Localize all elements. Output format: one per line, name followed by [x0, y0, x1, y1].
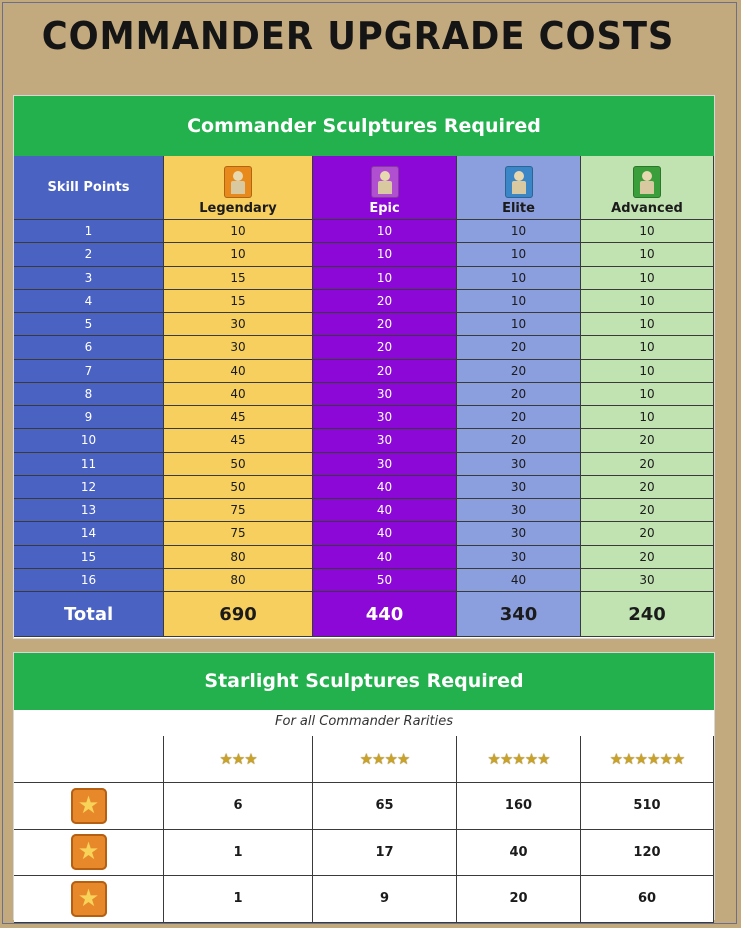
- skill-point-cell: 2: [14, 243, 164, 266]
- cost-cell: 10: [581, 220, 714, 243]
- starlight-row-icon-cell: [14, 830, 164, 877]
- epic-header: [313, 156, 457, 220]
- starlight-sculptures-panel: [13, 652, 715, 920]
- skill-point-cell: 12: [14, 476, 164, 499]
- cost-cell: 10: [164, 243, 313, 266]
- cost-cell: 20: [313, 360, 457, 383]
- cost-cell: 40: [313, 546, 457, 569]
- three-star-icon: ★★★: [219, 750, 257, 768]
- cost-cell: 10: [581, 336, 714, 359]
- starlight-cost-cell: 65: [313, 783, 457, 830]
- total-cell: 690: [164, 592, 313, 637]
- starlight-cost-cell: 1: [164, 876, 313, 923]
- legendary-header: [164, 156, 313, 220]
- cost-cell: 75: [164, 499, 313, 522]
- starlight-cost-cell: 9: [313, 876, 457, 923]
- cost-cell: 10: [457, 267, 581, 290]
- cost-cell: 40: [313, 499, 457, 522]
- cost-cell: 20: [313, 313, 457, 336]
- skill-point-cell: 10: [14, 429, 164, 452]
- three-star-header: [164, 736, 313, 783]
- starlight-cost-cell: 60: [581, 876, 714, 923]
- skill-point-cell: 13: [14, 499, 164, 522]
- skill-point-cell: 1: [14, 220, 164, 243]
- legendary-label: Legendary: [199, 201, 277, 216]
- cost-cell: 10: [581, 360, 714, 383]
- cost-cell: 10: [457, 220, 581, 243]
- cost-cell: 20: [313, 290, 457, 313]
- cost-cell: 10: [313, 267, 457, 290]
- four-star-icon: ★★★★: [359, 750, 410, 768]
- starlight-cost-cell: 20: [457, 876, 581, 923]
- total-cell: 440: [313, 592, 457, 637]
- cost-cell: 20: [457, 406, 581, 429]
- six-star-icon: ★★★★★★: [609, 750, 685, 768]
- starlight-cost-cell: 6: [164, 783, 313, 830]
- cost-cell: 20: [581, 499, 714, 522]
- starlight-sculpture-icon: [71, 834, 107, 870]
- legendary-sculpture-icon: [224, 166, 252, 198]
- cost-cell: 10: [457, 290, 581, 313]
- epic-sculpture-icon: [371, 166, 399, 198]
- epic-label: Epic: [369, 201, 400, 216]
- cost-cell: 20: [581, 546, 714, 569]
- cost-cell: 45: [164, 429, 313, 452]
- starlight-cost-cell: 1: [164, 830, 313, 877]
- cost-cell: 10: [457, 243, 581, 266]
- cost-cell: 10: [581, 313, 714, 336]
- total-cell: 240: [581, 592, 714, 637]
- cost-cell: 10: [581, 290, 714, 313]
- five-star-header: [457, 736, 581, 783]
- starlight-sculptures-heading: Starlight Sculptures Required: [14, 653, 714, 710]
- cost-cell: 30: [457, 453, 581, 476]
- cost-cell: 30: [457, 476, 581, 499]
- commander-sculptures-table: [14, 156, 714, 637]
- commander-sculptures-panel: [13, 95, 715, 639]
- cost-cell: 20: [457, 383, 581, 406]
- cost-cell: 10: [457, 313, 581, 336]
- cost-cell: 80: [164, 546, 313, 569]
- cost-cell: 20: [457, 360, 581, 383]
- cost-cell: 30: [313, 406, 457, 429]
- cost-cell: 30: [457, 546, 581, 569]
- cost-cell: 75: [164, 522, 313, 545]
- skill-points-header: Skill Points: [14, 156, 164, 220]
- elite-header: [457, 156, 581, 220]
- cost-cell: 30: [313, 453, 457, 476]
- skill-point-cell: 11: [14, 453, 164, 476]
- starlight-cost-cell: 160: [457, 783, 581, 830]
- skill-point-cell: 14: [14, 522, 164, 545]
- cost-cell: 20: [581, 476, 714, 499]
- cost-cell: 50: [164, 476, 313, 499]
- cost-cell: 45: [164, 406, 313, 429]
- cost-cell: 15: [164, 290, 313, 313]
- total-cell: 340: [457, 592, 581, 637]
- cost-cell: 20: [581, 429, 714, 452]
- elite-sculpture-icon: [505, 166, 533, 198]
- advanced-label: Advanced: [611, 201, 683, 216]
- elite-label: Elite: [502, 201, 535, 216]
- skill-point-cell: 9: [14, 406, 164, 429]
- starlight-row-icon-cell: [14, 876, 164, 923]
- cost-cell: 20: [457, 336, 581, 359]
- cost-cell: 30: [457, 499, 581, 522]
- cost-cell: 50: [164, 453, 313, 476]
- starlight-sculpture-icon: [71, 788, 107, 824]
- cost-cell: 30: [581, 569, 714, 592]
- cost-cell: 40: [164, 360, 313, 383]
- advanced-header: [581, 156, 714, 220]
- cost-cell: 15: [164, 267, 313, 290]
- starlight-sculpture-icon: [71, 881, 107, 917]
- cost-cell: 10: [581, 406, 714, 429]
- cost-cell: 30: [457, 522, 581, 545]
- starlight-row-icon-cell: [14, 783, 164, 830]
- cost-cell: 40: [457, 569, 581, 592]
- skill-point-cell: 3: [14, 267, 164, 290]
- cost-cell: 10: [164, 220, 313, 243]
- cost-cell: 10: [581, 383, 714, 406]
- five-star-icon: ★★★★★: [487, 750, 550, 768]
- starlight-subheading: For all Commander Rarities: [14, 710, 714, 737]
- cost-cell: 10: [581, 243, 714, 266]
- skill-point-cell: 7: [14, 360, 164, 383]
- starlight-cost-cell: 120: [581, 830, 714, 877]
- total-label: Total: [14, 592, 164, 637]
- starlight-sculptures-table: [14, 736, 714, 923]
- starlight-cost-cell: 40: [457, 830, 581, 877]
- cost-cell: 20: [581, 453, 714, 476]
- skill-point-cell: 16: [14, 569, 164, 592]
- cost-cell: 20: [313, 336, 457, 359]
- cost-cell: 30: [164, 336, 313, 359]
- cost-cell: 40: [313, 476, 457, 499]
- cost-cell: 10: [581, 267, 714, 290]
- six-star-header: [581, 736, 714, 783]
- cost-cell: 30: [313, 383, 457, 406]
- skill-point-cell: 4: [14, 290, 164, 313]
- cost-cell: 30: [313, 429, 457, 452]
- page-title: COMMANDER UPGRADE COSTS: [41, 14, 675, 58]
- cost-cell: 20: [457, 429, 581, 452]
- cost-cell: 50: [313, 569, 457, 592]
- cost-cell: 40: [313, 522, 457, 545]
- cost-cell: 40: [164, 383, 313, 406]
- cost-cell: 10: [313, 243, 457, 266]
- cost-cell: 10: [313, 220, 457, 243]
- starlight-corner-cell: [14, 736, 164, 783]
- skill-point-cell: 8: [14, 383, 164, 406]
- four-star-header: [313, 736, 457, 783]
- skill-point-cell: 5: [14, 313, 164, 336]
- cost-cell: 20: [581, 522, 714, 545]
- advanced-sculpture-icon: [633, 166, 661, 198]
- commander-sculptures-heading: Commander Sculptures Required: [14, 96, 714, 156]
- skill-point-cell: 15: [14, 546, 164, 569]
- cost-cell: 30: [164, 313, 313, 336]
- starlight-cost-cell: 17: [313, 830, 457, 877]
- cost-cell: 80: [164, 569, 313, 592]
- skill-point-cell: 6: [14, 336, 164, 359]
- starlight-cost-cell: 510: [581, 783, 714, 830]
